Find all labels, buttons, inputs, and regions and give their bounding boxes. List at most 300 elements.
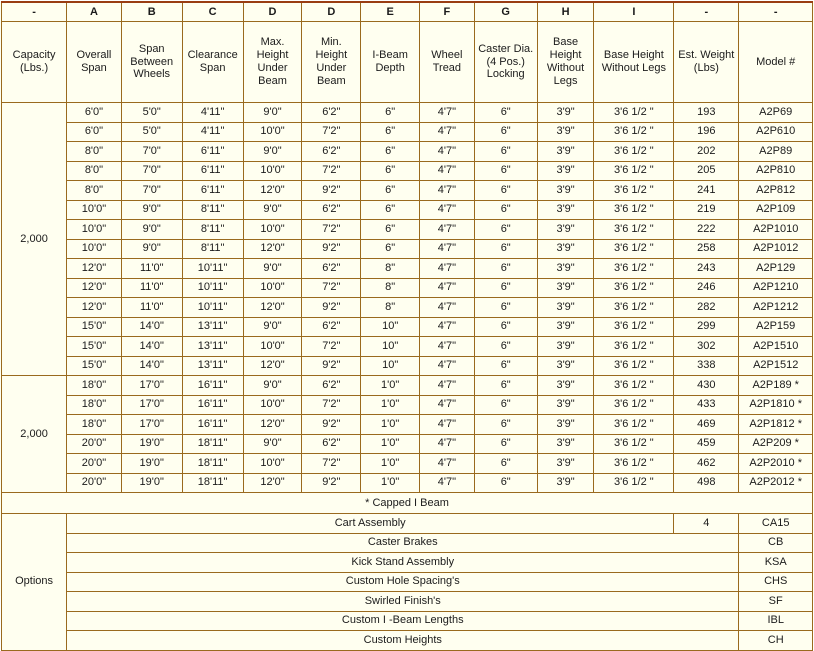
cell: 6'2": [302, 103, 361, 123]
model-cell: A2P1012: [739, 239, 813, 259]
cell: 6": [474, 239, 537, 259]
cell: 9'2": [302, 473, 361, 493]
cell: 498: [674, 473, 739, 493]
model-cell: A2P189 *: [739, 376, 813, 396]
cell: 12'0": [243, 239, 302, 259]
cell: 17'0": [121, 395, 182, 415]
option-name: Custom Heights: [67, 631, 739, 651]
cell: 4'7": [420, 259, 475, 279]
option-code: CB: [739, 533, 813, 553]
cell: 19'0": [121, 454, 182, 474]
model-cell: A2P810: [739, 161, 813, 181]
cell: 6'11": [182, 181, 243, 201]
cell: 338: [674, 356, 739, 376]
capacity-cell-group1: 2,000: [2, 103, 67, 376]
model-cell: A2P1210: [739, 278, 813, 298]
cell: 10'11": [182, 259, 243, 279]
cell: 3'9": [537, 415, 594, 435]
cell: 4'7": [420, 434, 475, 454]
cell: 10": [361, 337, 420, 357]
option-row: [2, 533, 813, 553]
table-row: [2, 395, 813, 415]
cell: 8'11": [182, 200, 243, 220]
cell: 3'9": [537, 356, 594, 376]
cell: 11'0": [121, 259, 182, 279]
cell: 3'6 1/2 ": [594, 356, 674, 376]
cell: 12'0": [243, 181, 302, 201]
cell: 6'2": [302, 376, 361, 396]
table-row: [2, 337, 813, 357]
cell: 18'11": [182, 434, 243, 454]
cell: 6": [474, 356, 537, 376]
footnote-text: * Capped I Beam: [2, 493, 813, 514]
cell: 4'7": [420, 317, 475, 337]
model-cell: A2P1212: [739, 298, 813, 318]
column-header-span-between-wheels: Span Between Wheels: [121, 22, 182, 103]
cell: 3'6 1/2 ": [594, 239, 674, 259]
model-cell: A2P610: [739, 122, 813, 142]
cell: 9'0": [243, 317, 302, 337]
cell: 11'0": [121, 298, 182, 318]
letter-cell: C: [182, 2, 243, 22]
letter-cell: E: [361, 2, 420, 22]
cell: 8": [361, 259, 420, 279]
column-header-clearance-span: Clearance Span: [182, 22, 243, 103]
cell: 4'7": [420, 122, 475, 142]
cell: 3'6 1/2 ": [594, 473, 674, 493]
cell: 12'0": [243, 473, 302, 493]
cell: 6": [474, 220, 537, 240]
model-cell: A2P129: [739, 259, 813, 279]
cell: 3'9": [537, 337, 594, 357]
cell: 12'0": [243, 356, 302, 376]
cell: 8'0": [67, 161, 122, 181]
cell: 6": [474, 317, 537, 337]
cell: 19'0": [121, 473, 182, 493]
cell: 6": [361, 181, 420, 201]
cell: 6'2": [302, 259, 361, 279]
cell: 3'9": [537, 122, 594, 142]
cell: 10'0": [67, 220, 122, 240]
cell: 6": [474, 259, 537, 279]
letter-cell: A: [67, 2, 122, 22]
cell: 12'0": [67, 259, 122, 279]
cell: 4'7": [420, 298, 475, 318]
cell: 12'0": [67, 278, 122, 298]
cell: 7'2": [302, 337, 361, 357]
cell: 6": [361, 200, 420, 220]
cell: 3'9": [537, 239, 594, 259]
cell: 219: [674, 200, 739, 220]
table-row: [2, 181, 813, 201]
cell: 6": [361, 103, 420, 123]
table-row: [2, 142, 813, 162]
table-row: [2, 278, 813, 298]
cell: 3'9": [537, 473, 594, 493]
cell: 15'0": [67, 337, 122, 357]
cell: 6": [474, 161, 537, 181]
cell: 3'9": [537, 454, 594, 474]
cell: 9'2": [302, 356, 361, 376]
table-row: [2, 473, 813, 493]
cell: 6": [474, 395, 537, 415]
cell: 6": [474, 122, 537, 142]
cell: 4'7": [420, 278, 475, 298]
cell: 4'7": [420, 356, 475, 376]
cell: 6": [361, 122, 420, 142]
option-name: Caster Brakes: [67, 533, 739, 553]
model-cell: A2P2010 *: [739, 454, 813, 474]
cell: 17'0": [121, 415, 182, 435]
table-row: [2, 103, 813, 123]
option-code: CH: [739, 631, 813, 651]
cell: 3'6 1/2 ": [594, 181, 674, 201]
option-name: Swirled Finish's: [67, 592, 739, 612]
table-row: [2, 239, 813, 259]
cell: 3'6 1/2 ": [594, 376, 674, 396]
cell: 5'0": [121, 103, 182, 123]
cell: 4'7": [420, 142, 475, 162]
cell: 18'0": [67, 415, 122, 435]
cell: 15'0": [67, 317, 122, 337]
model-cell: A2P209 *: [739, 434, 813, 454]
cell: 430: [674, 376, 739, 396]
cell: 205: [674, 161, 739, 181]
letter-cell: F: [420, 2, 475, 22]
cell: 18'0": [67, 395, 122, 415]
options-label: Options: [2, 514, 67, 651]
option-row: [2, 611, 813, 631]
cell: 3'6 1/2 ": [594, 298, 674, 318]
cell: 17'0": [121, 376, 182, 396]
cell: 10'0": [243, 278, 302, 298]
column-header-i-beam-depth: I-Beam Depth: [361, 22, 420, 103]
cell: 1'0": [361, 454, 420, 474]
cell: 4'7": [420, 454, 475, 474]
cell: 3'9": [537, 434, 594, 454]
cell: 12'0": [243, 298, 302, 318]
cell: 193: [674, 103, 739, 123]
table-row: [2, 161, 813, 181]
option-row: [2, 514, 813, 534]
model-cell: A2P2012 *: [739, 473, 813, 493]
option-name: Custom Hole Spacing's: [67, 572, 739, 592]
column-header-base-height-h: Base Height Without Legs: [537, 22, 594, 103]
cell: 13'11": [182, 337, 243, 357]
cell: 3'6 1/2 ": [594, 122, 674, 142]
cell: 6": [474, 454, 537, 474]
cell: 7'2": [302, 278, 361, 298]
cell: 3'9": [537, 298, 594, 318]
option-code: CHS: [739, 572, 813, 592]
cell: 6'0": [67, 103, 122, 123]
option-name: Custom I -Beam Lengths: [67, 611, 739, 631]
model-cell: A2P89: [739, 142, 813, 162]
model-cell: A2P1810 *: [739, 395, 813, 415]
option-name: Kick Stand Assembly: [67, 553, 739, 573]
letter-cell: D: [243, 2, 302, 22]
cell: 13'11": [182, 317, 243, 337]
cell: 3'9": [537, 142, 594, 162]
cell: 9'0": [243, 434, 302, 454]
cell: 13'11": [182, 356, 243, 376]
cell: 4'7": [420, 200, 475, 220]
cell: 6": [474, 181, 537, 201]
column-header-caster-dia: Caster Dia. (4 Pos.) Locking: [474, 22, 537, 103]
cell: 14'0": [121, 337, 182, 357]
cell: 9'0": [243, 376, 302, 396]
cell: 202: [674, 142, 739, 162]
table-row: [2, 434, 813, 454]
table-row: [2, 200, 813, 220]
option-weight: 4: [674, 514, 739, 534]
letter-cell: B: [121, 2, 182, 22]
cell: 1'0": [361, 473, 420, 493]
cell: 11'0": [121, 278, 182, 298]
cell: 3'9": [537, 278, 594, 298]
cell: 10'0": [243, 161, 302, 181]
cell: 9'2": [302, 239, 361, 259]
footnote-row: [2, 493, 813, 514]
cell: 6": [474, 415, 537, 435]
cell: 10'11": [182, 298, 243, 318]
model-cell: A2P1812 *: [739, 415, 813, 435]
cell: 6": [474, 376, 537, 396]
cell: 8": [361, 278, 420, 298]
cell: 10'0": [243, 395, 302, 415]
option-code: IBL: [739, 611, 813, 631]
cell: 3'6 1/2 ": [594, 278, 674, 298]
cell: 4'7": [420, 395, 475, 415]
cell: 4'7": [420, 473, 475, 493]
cell: 6": [474, 142, 537, 162]
cell: 462: [674, 454, 739, 474]
cell: 15'0": [67, 356, 122, 376]
option-code: SF: [739, 592, 813, 612]
model-cell: A2P109: [739, 200, 813, 220]
letter-cell: D: [302, 2, 361, 22]
cell: 6'11": [182, 142, 243, 162]
cell: 12'0": [243, 415, 302, 435]
table-row: [2, 122, 813, 142]
column-header-est-weight: Est. Weight (Lbs): [674, 22, 739, 103]
cell: 6'2": [302, 317, 361, 337]
cell: 243: [674, 259, 739, 279]
cell: 3'6 1/2 ": [594, 454, 674, 474]
option-code: CA15: [739, 514, 813, 534]
cell: 8": [361, 298, 420, 318]
cell: 6'2": [302, 142, 361, 162]
cell: 258: [674, 239, 739, 259]
cell: 3'9": [537, 395, 594, 415]
cell: 3'6 1/2 ": [594, 395, 674, 415]
cell: 6": [361, 239, 420, 259]
cell: 4'7": [420, 376, 475, 396]
cell: 3'9": [537, 181, 594, 201]
cell: 246: [674, 278, 739, 298]
cell: 3'6 1/2 ": [594, 337, 674, 357]
cell: 3'9": [537, 220, 594, 240]
table-row: [2, 356, 813, 376]
cell: 9'0": [243, 259, 302, 279]
cell: 9'0": [243, 103, 302, 123]
cell: 3'9": [537, 103, 594, 123]
cell: 9'2": [302, 298, 361, 318]
letter-cell: -: [739, 2, 813, 22]
cell: 8'11": [182, 239, 243, 259]
cell: 7'2": [302, 161, 361, 181]
cell: 7'2": [302, 395, 361, 415]
letter-cell: -: [2, 2, 67, 22]
letter-cell: I: [594, 2, 674, 22]
cell: 4'7": [420, 337, 475, 357]
cell: 10'0": [243, 454, 302, 474]
model-cell: A2P1510: [739, 337, 813, 357]
cell: 3'9": [537, 317, 594, 337]
model-cell: A2P1010: [739, 220, 813, 240]
cell: 9'0": [243, 142, 302, 162]
cell: 19'0": [121, 434, 182, 454]
model-cell: A2P159: [739, 317, 813, 337]
cell: 3'9": [537, 259, 594, 279]
column-header-model: Model #: [739, 22, 813, 103]
cell: 3'9": [537, 161, 594, 181]
cell: 18'0": [67, 376, 122, 396]
cell: 20'0": [67, 434, 122, 454]
cell: 9'0": [121, 239, 182, 259]
cell: 8'0": [67, 142, 122, 162]
option-row: [2, 553, 813, 573]
cell: 7'0": [121, 161, 182, 181]
cell: 4'7": [420, 161, 475, 181]
cell: 9'2": [302, 415, 361, 435]
cell: 20'0": [67, 473, 122, 493]
table-row: [2, 298, 813, 318]
cell: 9'0": [121, 200, 182, 220]
cell: 10'0": [67, 200, 122, 220]
cell: 3'9": [537, 376, 594, 396]
table-row: [2, 259, 813, 279]
cell: 6'2": [302, 200, 361, 220]
cell: 433: [674, 395, 739, 415]
cell: 3'6 1/2 ": [594, 200, 674, 220]
cell: 7'2": [302, 220, 361, 240]
cell: 196: [674, 122, 739, 142]
cell: 16'11": [182, 376, 243, 396]
cell: 4'7": [420, 239, 475, 259]
cell: 6'2": [302, 434, 361, 454]
letter-cell: G: [474, 2, 537, 22]
model-cell: A2P1512: [739, 356, 813, 376]
option-row: [2, 631, 813, 651]
cell: 6": [474, 434, 537, 454]
cell: 10'0": [243, 337, 302, 357]
model-cell: A2P69: [739, 103, 813, 123]
specification-table: [1, 1, 813, 651]
cell: 241: [674, 181, 739, 201]
cell: 10'0": [243, 220, 302, 240]
cell: 3'9": [537, 200, 594, 220]
spec-sheet: [0, 1, 814, 646]
table-row: [2, 220, 813, 240]
cell: 9'0": [243, 200, 302, 220]
cell: 9'2": [302, 181, 361, 201]
cell: 4'7": [420, 103, 475, 123]
cell: 18'11": [182, 473, 243, 493]
cell: 3'6 1/2 ": [594, 415, 674, 435]
cell: 7'2": [302, 122, 361, 142]
cell: 6": [474, 278, 537, 298]
cell: 8'11": [182, 220, 243, 240]
cell: 6": [361, 161, 420, 181]
cell: 3'6 1/2 ": [594, 434, 674, 454]
cell: 10": [361, 356, 420, 376]
column-header-wheel-tread: Wheel Tread: [420, 22, 475, 103]
cell: 1'0": [361, 434, 420, 454]
table-row: [2, 317, 813, 337]
cell: 20'0": [67, 454, 122, 474]
cell: 9'0": [121, 220, 182, 240]
cell: 6": [474, 298, 537, 318]
column-letter-row: [2, 2, 813, 22]
capacity-cell-group2: 2,000: [2, 376, 67, 493]
cell: 8'0": [67, 181, 122, 201]
cell: 6": [474, 337, 537, 357]
cell: 10'0": [243, 122, 302, 142]
option-code: KSA: [739, 553, 813, 573]
cell: 302: [674, 337, 739, 357]
option-row: [2, 572, 813, 592]
cell: 3'6 1/2 ": [594, 220, 674, 240]
option-row: [2, 592, 813, 612]
cell: 18'11": [182, 454, 243, 474]
letter-cell: H: [537, 2, 594, 22]
column-header-overall-span: Overall Span: [67, 22, 122, 103]
cell: 1'0": [361, 415, 420, 435]
cell: 282: [674, 298, 739, 318]
cell: 459: [674, 434, 739, 454]
letter-cell: -: [674, 2, 739, 22]
cell: 3'6 1/2 ": [594, 161, 674, 181]
cell: 6'11": [182, 161, 243, 181]
column-header-row: [2, 22, 813, 103]
cell: 4'11": [182, 103, 243, 123]
cell: 10'0": [67, 239, 122, 259]
cell: 6": [474, 200, 537, 220]
cell: 6": [361, 142, 420, 162]
cell: 7'0": [121, 142, 182, 162]
cell: 1'0": [361, 376, 420, 396]
cell: 7'2": [302, 454, 361, 474]
cell: 16'11": [182, 415, 243, 435]
table-row: [2, 454, 813, 474]
option-name: Cart Assembly: [67, 514, 674, 534]
cell: 3'6 1/2 ": [594, 142, 674, 162]
cell: 222: [674, 220, 739, 240]
model-cell: A2P812: [739, 181, 813, 201]
cell: 12'0": [67, 298, 122, 318]
cell: 3'6 1/2 ": [594, 317, 674, 337]
cell: 4'11": [182, 122, 243, 142]
column-header-min-height-under-beam: Min. Height Under Beam: [302, 22, 361, 103]
cell: 10'11": [182, 278, 243, 298]
cell: 6": [474, 473, 537, 493]
table-row: [2, 376, 813, 396]
column-header-max-height-under-beam: Max. Height Under Beam: [243, 22, 302, 103]
cell: 6'0": [67, 122, 122, 142]
column-header-base-height-i: Base Height Without Legs: [594, 22, 674, 103]
cell: 4'7": [420, 415, 475, 435]
